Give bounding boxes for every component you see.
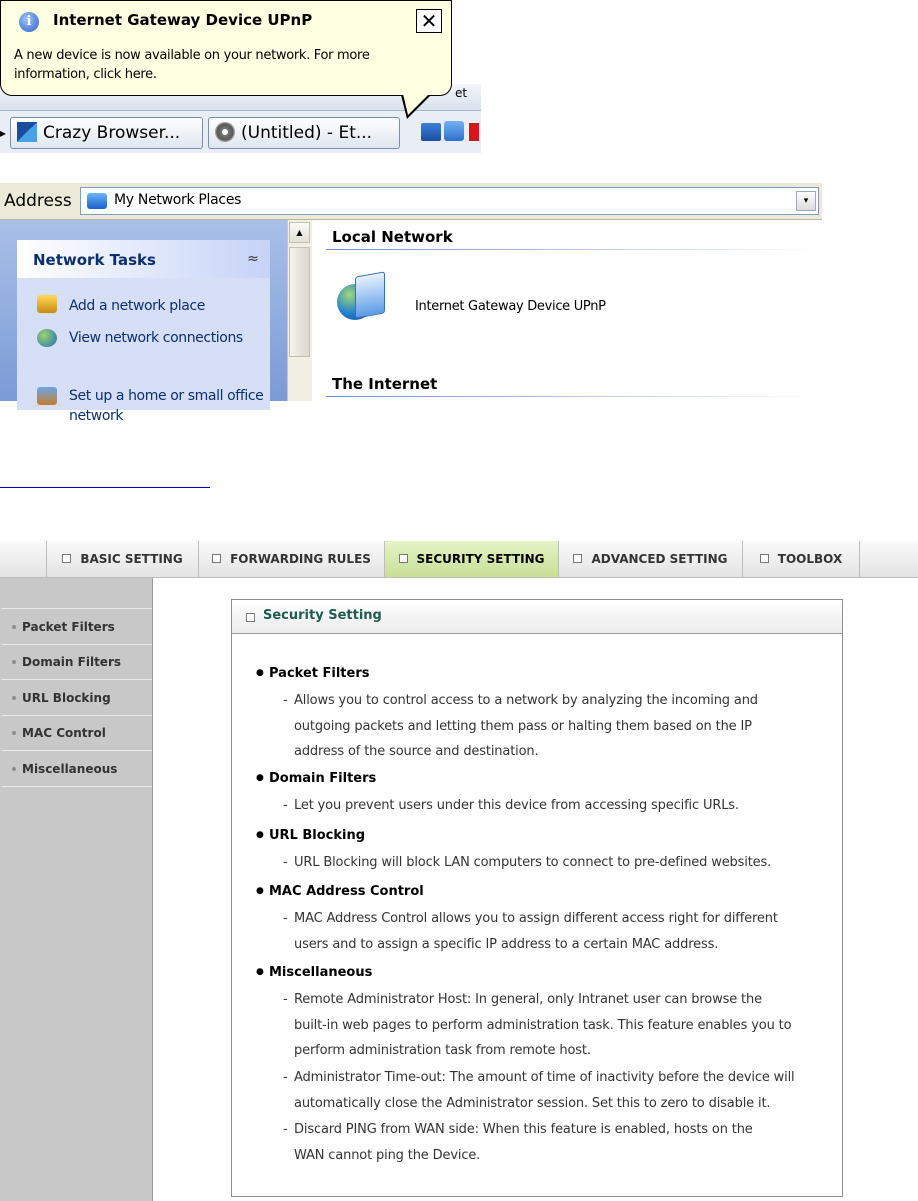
desc-line: MAC Address Control allows you to assign different access right for different [294, 911, 778, 926]
taskbar-button-crazy-browser[interactable] [10, 117, 203, 149]
address-bar [0, 183, 822, 220]
square-bullet-icon [399, 554, 408, 563]
sidebar-item-label: Domain Filters [22, 655, 121, 669]
desc-line: built-in web pages to perform administration task. This feature enables you to [294, 1017, 792, 1033]
section-desc-url-blocking: - URL Blocking will block LAN computers to connect to pre-defined websites. [294, 850, 824, 876]
desc-line: address of the source and destination. [294, 744, 539, 759]
taskbar-button-label: Crazy Browser... [43, 123, 181, 143]
taskbar-scroll-arrow-icon[interactable]: ▸ [0, 126, 7, 140]
section-desc-packet-filters: - Allows you to control access to a network by analyzing the incoming and outgoing packets and letting them pass or halting them based on the IP address of the source and destination. [294, 688, 824, 765]
desc-line: URL Blocking will block LAN computers to connect to pre-defined websites. [294, 855, 772, 870]
content-pane [312, 220, 822, 401]
group-header-internet: The Internet [332, 375, 438, 393]
sidebar-item-miscellaneous[interactable] [2, 752, 152, 787]
panel-title: Security Setting [263, 608, 382, 623]
monitor-icon [355, 271, 385, 318]
desc-line: WAN cannot ping the Device. [294, 1147, 481, 1163]
close-icon[interactable]: ✕ [416, 9, 442, 33]
square-bullet-icon [760, 554, 769, 563]
scroll-up-icon[interactable]: ▲ [289, 222, 310, 243]
sidebar-item-label: MAC Control [22, 726, 106, 740]
collapse-icon[interactable]: ≈ [247, 251, 259, 267]
address-field[interactable] [80, 187, 819, 215]
gateway-device-label[interactable]: Internet Gateway Device UPnP [415, 299, 606, 314]
section-title-mac-address-control: ● MAC Address Control [269, 884, 424, 899]
address-label: Address [4, 191, 72, 211]
square-bullet-icon [573, 554, 582, 563]
upnp-balloon-tooltip[interactable] [0, 0, 452, 96]
desc-line: perform administration task from remote host. [294, 1043, 591, 1058]
section-title-packet-filters: ● Packet Filters [269, 666, 369, 681]
bullet-icon [12, 696, 16, 700]
sidebar-divider [2, 608, 152, 609]
desc-line: automatically close the Administrator session. Set this to zero to disable it. [294, 1095, 771, 1111]
vertical-scrollbar[interactable] [287, 220, 312, 401]
task-pane [0, 220, 287, 424]
tab-label: TOOLBOX [777, 552, 843, 566]
misc-item-discard-ping: - Discard PING from WAN side: When this feature is enabled, hosts on the WAN cannot ping the Device. [294, 1117, 824, 1168]
task-setup-home-network[interactable]: Set up a home or small office network [69, 388, 264, 424]
section-title-url-blocking: ● URL Blocking [269, 828, 365, 843]
network-tasks-panel [17, 240, 270, 424]
tab-advanced-setting[interactable] [559, 541, 743, 577]
square-bullet-icon [246, 613, 255, 622]
network-connection-icon[interactable] [444, 121, 464, 141]
home-network-icon [37, 387, 57, 405]
sidebar-item-label: URL Blocking [22, 691, 111, 705]
bullet-icon [12, 731, 16, 735]
taskbar-strip-text: et [455, 86, 468, 100]
scroll-thumb[interactable] [289, 247, 310, 357]
network-icon[interactable] [421, 123, 441, 141]
section-title-miscellaneous: ● Miscellaneous [269, 965, 372, 980]
desc-line: users and to assign a specific IP address to a certain MAC address. [294, 936, 719, 952]
misc-item-admin-timeout: - Administrator Time-out: The amount of time of inactivity before the device will automatically close the Administrator session. Set this to zero to disable it. [294, 1065, 824, 1116]
taskbar-button-untitled[interactable] [208, 117, 400, 149]
add-network-place-icon [37, 295, 57, 313]
hyperlink-underline[interactable] [0, 487, 210, 488]
group-divider [326, 396, 822, 397]
tab-security-setting[interactable] [385, 541, 559, 577]
section-desc-mac-address-control: - MAC Address Control allows you to assign different access right for different users and to assign a specific IP address to a certain MAC address. [294, 906, 824, 957]
sidebar-item-mac-control[interactable] [2, 716, 152, 751]
task-add-network-place[interactable]: Add a network place [69, 298, 205, 314]
bullet-icon [12, 767, 16, 771]
info-icon: i [19, 12, 39, 32]
balloon-title: Internet Gateway Device UPnP [53, 11, 313, 29]
square-bullet-icon [212, 554, 221, 563]
tab-label: BASIC SETTING [80, 552, 183, 566]
sidebar-item-packet-filters[interactable] [2, 610, 152, 645]
tab-forwarding-rules[interactable] [199, 541, 385, 577]
network-places-screenshot [0, 183, 822, 424]
network-places-icon [87, 193, 107, 209]
tab-label: SECURITY SETTING [416, 552, 545, 566]
group-divider [326, 249, 822, 250]
tab-toolbox[interactable] [743, 541, 860, 577]
network-tasks-title: Network Tasks [33, 251, 156, 269]
network-connections-icon [37, 329, 57, 347]
sidebar-item-url-blocking[interactable] [2, 681, 152, 716]
tab-label: FORWARDING RULES [230, 552, 371, 566]
chevron-down-icon[interactable]: ▾ [796, 191, 816, 211]
sidebar-item-label: Miscellaneous [22, 762, 118, 776]
sidebar-item-domain-filters[interactable] [2, 645, 152, 680]
taskbar-button-label: (Untitled) - Et... [241, 123, 373, 143]
section-desc-domain-filters: - Let you prevent users under this device from accessing specific URLs. [294, 793, 824, 819]
flag-icon[interactable] [469, 123, 479, 141]
desc-line: outgoing packets and letting them pass or halting them based on the IP [294, 718, 752, 734]
sidebar-item-label: Packet Filters [22, 620, 115, 634]
gateway-device-icon[interactable] [337, 274, 383, 328]
router-security-screenshot [0, 541, 918, 1201]
system-tray [418, 117, 481, 149]
group-header-local-network: Local Network [332, 228, 453, 246]
balloon-tail-fill [403, 94, 429, 115]
desc-line: Allows you to control access to a network by analyzing the incoming and [294, 693, 758, 708]
desc-line: Let you prevent users under this device from accessing specific URLs. [294, 798, 739, 813]
top-navigation [0, 541, 918, 578]
desc-line: Administrator Time-out: The amount of time of inactivity before the device will [294, 1070, 795, 1085]
square-bullet-icon [62, 554, 71, 563]
desc-line: Remote Administrator Host: In general, only Intranet user can browse the [294, 992, 762, 1007]
security-sidebar [0, 578, 153, 1201]
balloon-message[interactable]: A new device is now available on your network. For more information, click here. [14, 48, 370, 82]
desc-line: Discard PING from WAN side: When this feature is enabled, hosts on the [294, 1122, 753, 1137]
section-title-domain-filters: ● Domain Filters [269, 771, 376, 786]
bullet-icon [12, 625, 16, 629]
bullet-icon [12, 660, 16, 664]
balloon-notification-screenshot [0, 0, 481, 152]
security-setting-panel [231, 599, 843, 1197]
crazy-browser-icon [17, 122, 37, 142]
cd-icon [215, 122, 235, 142]
panel-header [232, 600, 842, 634]
tab-basic-setting[interactable] [47, 541, 199, 577]
address-value: My Network Places [114, 192, 242, 208]
task-view-network-connections[interactable]: View network connections [69, 330, 243, 346]
tab-label: ADVANCED SETTING [591, 552, 728, 566]
misc-item-remote-admin-host: - Remote Administrator Host: In general, only Intranet user can browse the built-in web pages to perform administration task. This feature enables you to perform administration task from remote host. [294, 987, 824, 1064]
network-tasks-header[interactable] [17, 240, 270, 278]
